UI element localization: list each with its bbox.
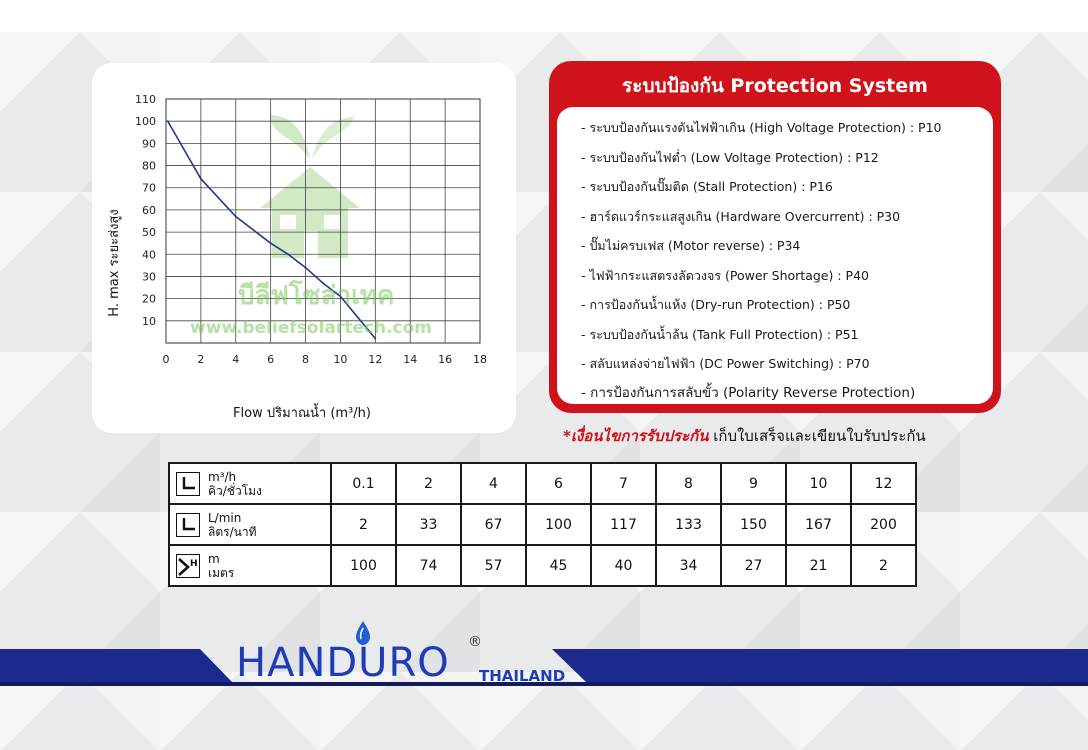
x-axis-label: Flow ปริมาณน้ำ (m³/h) — [233, 406, 371, 421]
protection-title: ระบบป้องกัน Protection System — [622, 75, 928, 97]
spec-cell: 4 — [461, 463, 526, 504]
spec-row-header — [169, 545, 331, 586]
spec-cell: 33 — [396, 504, 461, 545]
x-tick-label: 4 — [232, 353, 240, 366]
spec-cell: 100 — [526, 504, 591, 545]
x-tick-label: 8 — [302, 353, 310, 366]
x-tick-label: 2 — [197, 353, 205, 366]
warranty-condition-highlight: *เงื่อนไขการรับประกัน — [563, 427, 709, 445]
unit-label: m³/h — [208, 469, 237, 484]
brand-country: THAILAND — [479, 667, 566, 685]
spec-cell: 9 — [721, 463, 786, 504]
spec-cell: 6 — [526, 463, 591, 504]
footer-band-left — [0, 649, 232, 682]
spec-cell: 27 — [721, 545, 786, 586]
y-axis-label: H. max ระยะส่งสูง — [107, 209, 122, 317]
spec-cell: 21 — [786, 545, 851, 586]
x-tick-label: 10 — [333, 353, 348, 366]
spec-row — [169, 545, 916, 586]
protection-item: - ระบบป้องกันน้ำล้น (Tank Full Protection) : P51 — [581, 326, 859, 342]
y-tick-label: 90 — [142, 137, 156, 151]
y-tick-label: 110 — [135, 93, 156, 106]
x-tick-label: 14 — [403, 353, 418, 366]
protection-item: - ระบบป้องกันปั๊มติด (Stall Protection) : P16 — [581, 179, 833, 194]
spec-cell: 34 — [656, 545, 721, 586]
x-tick-label: 0 — [162, 353, 170, 366]
warranty-condition — [563, 424, 926, 448]
y-tick-label: 10 — [142, 314, 156, 328]
pump-curve-point — [167, 120, 169, 122]
spec-row — [169, 504, 916, 545]
head-lift-icon — [176, 554, 200, 578]
spec-cell: 150 — [721, 504, 786, 545]
x-tick-label: 12 — [368, 353, 383, 366]
pump-curve-point — [305, 267, 307, 269]
y-tick-label: 80 — [142, 159, 156, 173]
protection-system-card — [549, 61, 1001, 413]
spec-row-header — [169, 504, 331, 545]
protection-list — [557, 107, 993, 408]
flow-pipe-icon — [176, 513, 200, 537]
x-tick-label: 6 — [267, 353, 275, 366]
watermark-thai-text: บีลีฟโซล่าเทค — [238, 281, 395, 311]
pump-curve-point — [200, 178, 202, 180]
protection-list-box — [557, 107, 993, 404]
spec-cell: 74 — [396, 545, 461, 586]
protection-item: - ระบบป้องกันไฟต่ำ (Low Voltage Protection) : P12 — [581, 149, 879, 165]
spec-cell: 45 — [526, 545, 591, 586]
unit-label: m — [208, 551, 220, 566]
unit-label-thai: คิว/ชั่วโมง — [208, 483, 262, 498]
spec-cell: 7 — [591, 463, 656, 504]
pump-curve-point — [235, 216, 237, 218]
brand-name: HANDURO — [236, 640, 450, 686]
unit-label-thai: เมตร — [208, 565, 235, 580]
pump-curve-chart — [92, 63, 516, 433]
x-tick-label: 18 — [473, 353, 487, 366]
y-tick-label: 100 — [135, 115, 156, 129]
protection-item: - ฮาร์ดแวร์กระแสสูงเกิน (Hardware Overcurrent) : P30 — [581, 208, 901, 224]
spec-cell: 117 — [591, 504, 656, 545]
watermark-house-logo — [260, 115, 360, 258]
spec-cell: 100 — [331, 545, 396, 586]
spec-cell: 10 — [786, 463, 851, 504]
warranty-condition-text: เก็บใบเสร็จและเขียนใบรับประกัน — [708, 427, 926, 445]
brand-logo — [236, 620, 576, 690]
spec-cell: 0.1 — [331, 463, 396, 504]
spec-row — [169, 463, 916, 504]
flow-pipe-icon — [176, 472, 200, 496]
protection-item: - ไฟฟ้ากระแสตรงลัดวงจร (Power Shortage) : P40 — [581, 267, 869, 283]
y-tick-label: 40 — [142, 248, 156, 262]
top-white-band — [0, 0, 1088, 32]
spec-row-header — [169, 463, 331, 504]
x-tick-label: 16 — [438, 353, 453, 366]
watermark-url-text: www.beliefsolartech.com — [190, 318, 433, 338]
protection-item: - ระบบป้องกันแรงดันไฟฟ้าเกิน (High Voltage Protection) : P10 — [581, 120, 942, 135]
pump-curve-point — [287, 253, 289, 255]
protection-item: - สลับแหล่งจ่ายไฟฟ้า (DC Power Switching) : P70 — [581, 356, 870, 371]
footer-band-right — [552, 649, 1088, 682]
y-tick-label: 50 — [142, 226, 156, 240]
spec-cell: 8 — [656, 463, 721, 504]
protection-item: - การป้องกันน้ำแห้ง (Dry-run Protection) : P50 — [581, 297, 851, 312]
spec-cell: 12 — [851, 463, 916, 504]
y-tick-label: 60 — [142, 203, 156, 217]
spec-cell: 2 — [331, 504, 396, 545]
svg-text:H: H — [190, 558, 198, 569]
unit-label: L/min — [208, 510, 242, 525]
protection-item: - การป้องกันการสลับขั้ว (Polarity Reverse Protection) — [581, 384, 916, 401]
spec-cell: 2 — [851, 545, 916, 586]
registered-mark: ® — [468, 634, 482, 650]
unit-label-thai: ลิตร/นาที — [208, 524, 257, 539]
pump-curve-card — [92, 63, 516, 433]
spec-cell: 40 — [591, 545, 656, 586]
y-tick-label: 20 — [142, 292, 156, 306]
spec-cell: 57 — [461, 545, 526, 586]
y-tick-label: 30 — [142, 270, 156, 284]
flow-spec-table — [168, 462, 917, 587]
spec-cell: 67 — [461, 504, 526, 545]
protection-item: - ปั๊มไม่ครบเฟส (Motor reverse) : P34 — [581, 238, 801, 253]
pump-curve-point — [270, 242, 272, 244]
spec-cell: 167 — [786, 504, 851, 545]
y-tick-label: 70 — [142, 181, 156, 195]
spec-cell: 200 — [851, 504, 916, 545]
spec-cell: 2 — [396, 463, 461, 504]
spec-cell: 133 — [656, 504, 721, 545]
